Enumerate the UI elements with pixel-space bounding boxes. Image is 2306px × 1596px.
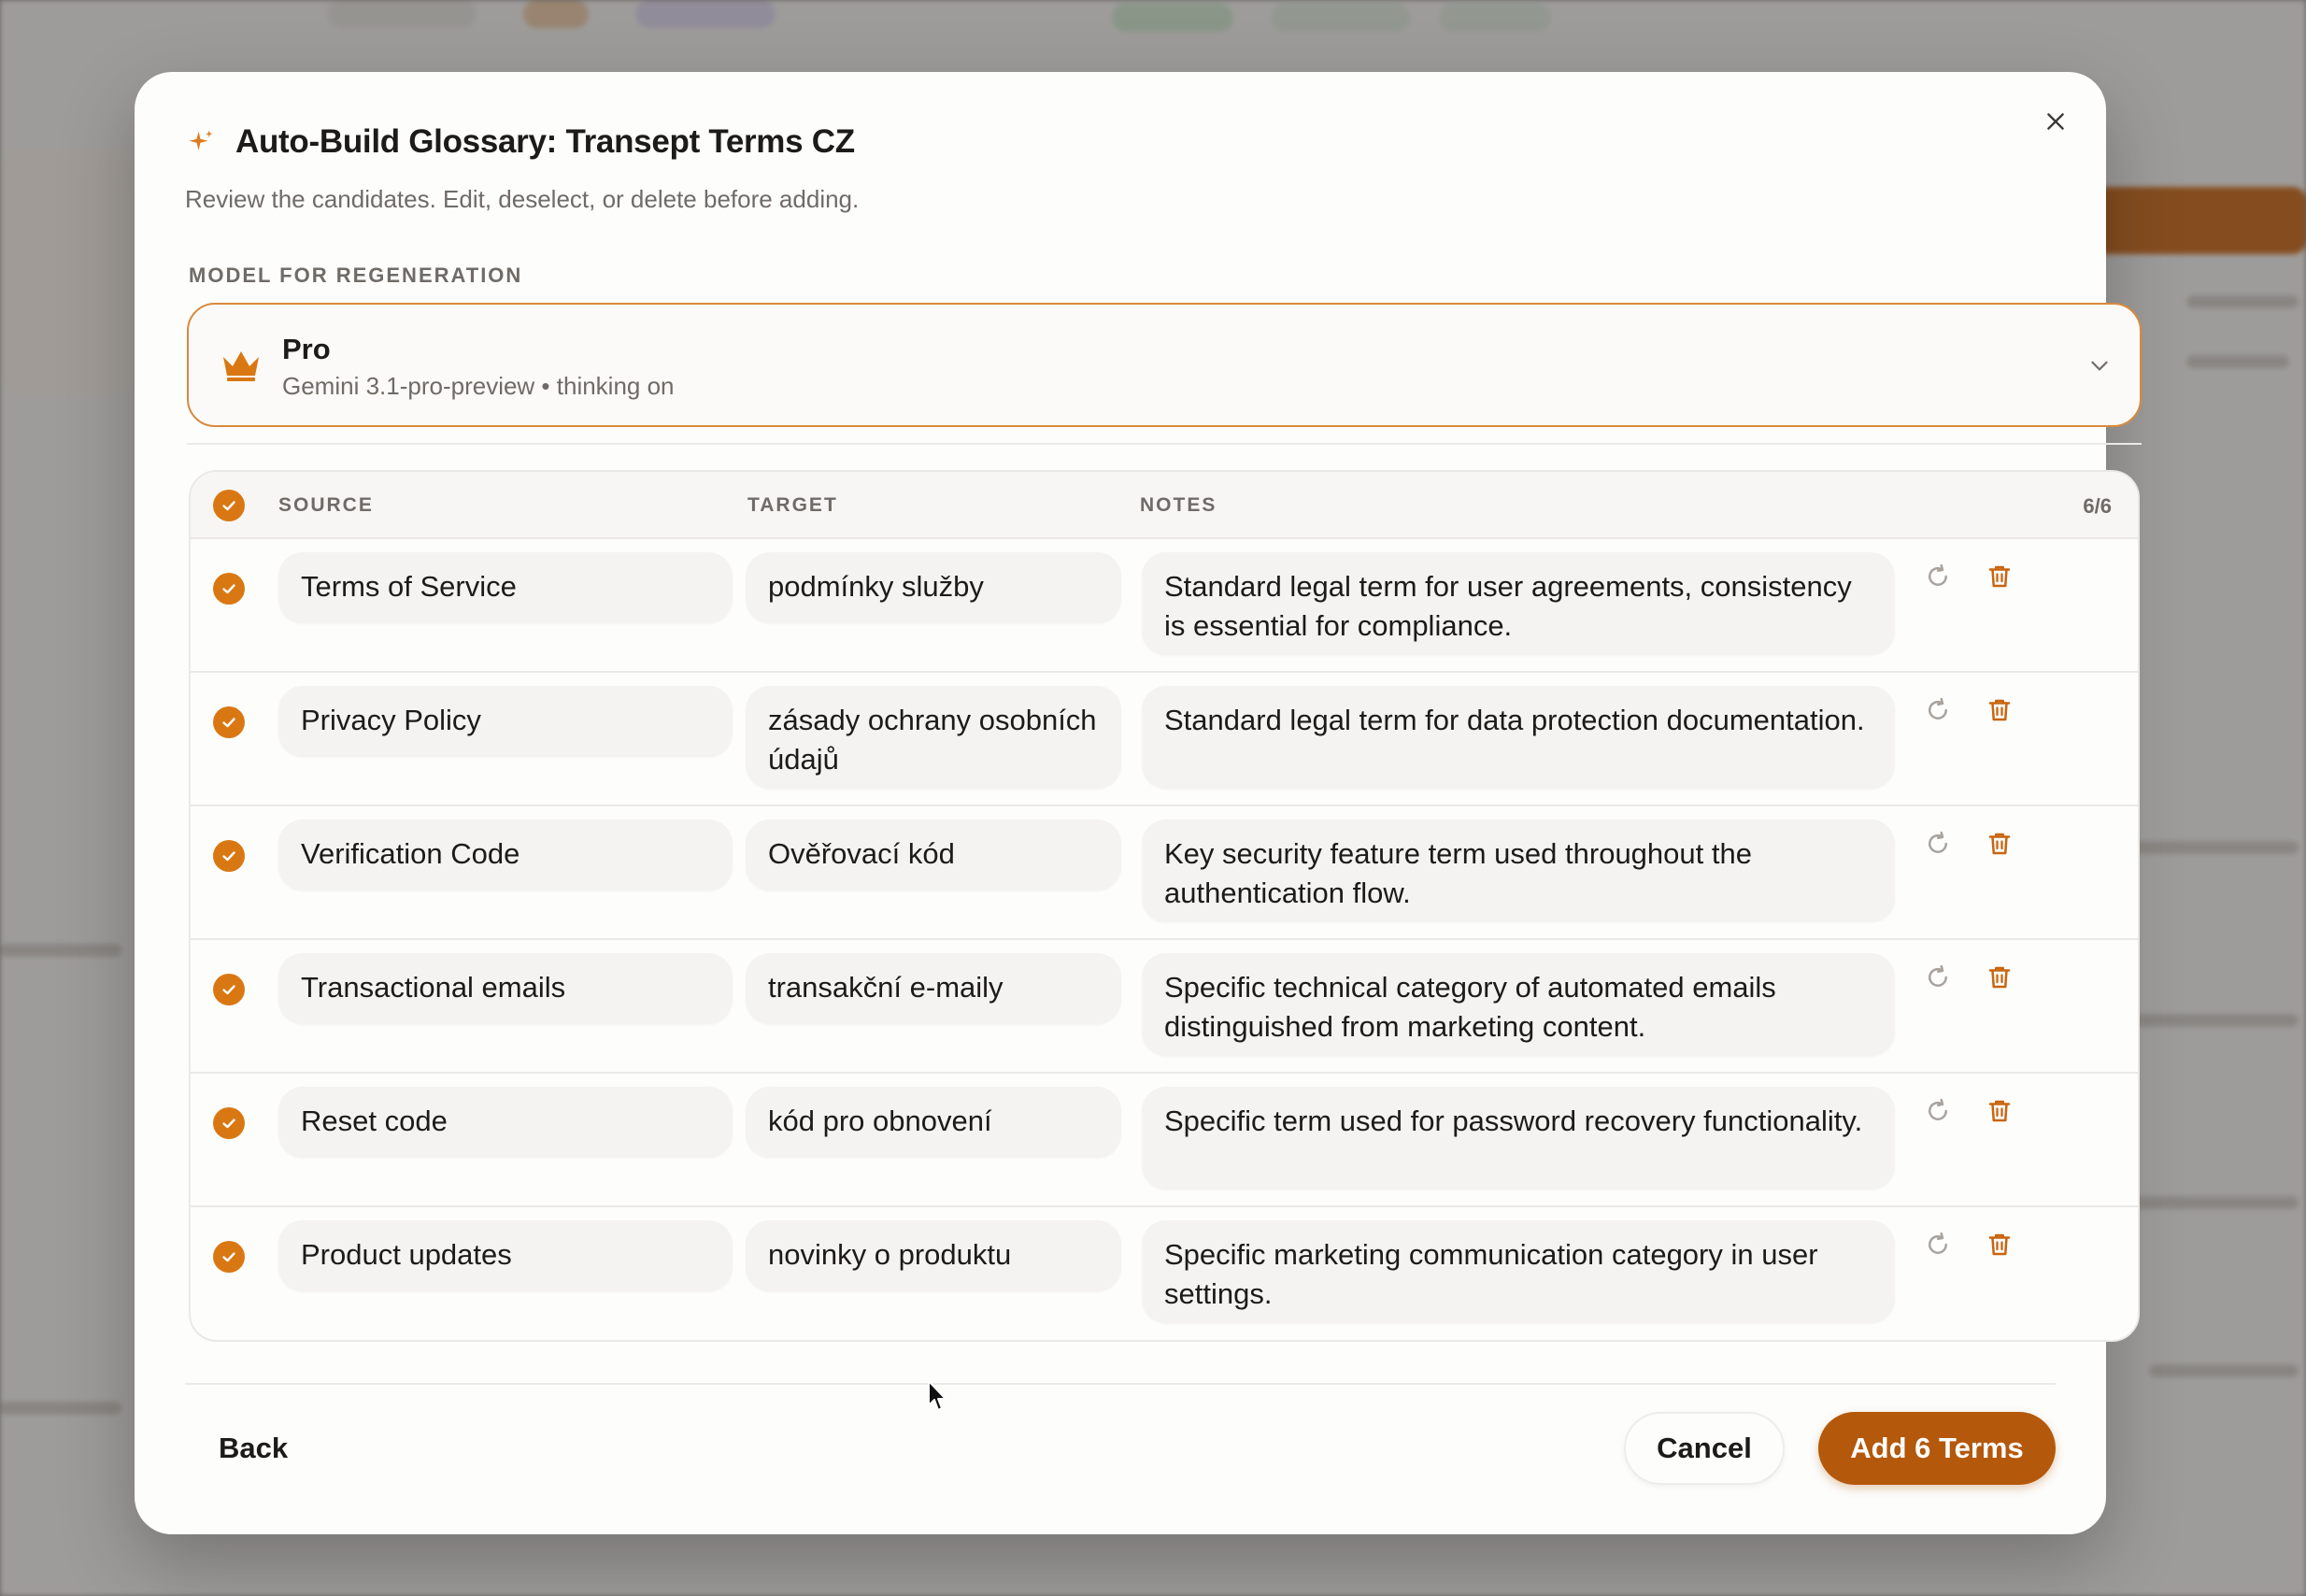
table-row bbox=[191, 673, 2138, 806]
divider bbox=[187, 443, 2142, 445]
source-field[interactable]: Transactional emails bbox=[278, 953, 733, 1024]
table-row bbox=[191, 940, 2138, 1074]
selected-count: 6/6 bbox=[2083, 494, 2112, 518]
notes-field[interactable]: Standard legal term for user agreements, consistency is essential for compliance. bbox=[1142, 552, 1895, 655]
check-icon bbox=[220, 579, 238, 598]
trash-icon bbox=[1986, 963, 2014, 991]
notes-field[interactable]: Key security feature term used throughout the authentication flow. bbox=[1142, 819, 1895, 922]
refresh-icon bbox=[1924, 563, 1952, 591]
crown-icon bbox=[221, 348, 262, 383]
regenerate-button[interactable] bbox=[1919, 558, 1957, 595]
close-icon bbox=[2043, 109, 2068, 134]
trash-icon bbox=[1986, 563, 2014, 591]
notes-field[interactable]: Standard legal term for data protection documentation. bbox=[1142, 686, 1895, 789]
refresh-icon bbox=[1924, 963, 1952, 991]
dialog-header bbox=[187, 123, 855, 161]
trash-icon bbox=[1986, 1097, 2014, 1125]
source-field[interactable]: Terms of Service bbox=[278, 552, 733, 623]
add-terms-button[interactable]: Add 6 Terms bbox=[1818, 1412, 2056, 1485]
refresh-icon bbox=[1924, 830, 1952, 858]
target-field[interactable]: kód pro obnovení bbox=[746, 1087, 1121, 1158]
row-checkbox[interactable] bbox=[213, 706, 245, 738]
row-checkbox[interactable] bbox=[213, 573, 245, 605]
regenerate-button[interactable] bbox=[1919, 1226, 1957, 1263]
refresh-icon bbox=[1924, 696, 1952, 724]
regenerate-button[interactable] bbox=[1919, 691, 1957, 729]
cancel-button[interactable]: Cancel bbox=[1624, 1412, 1785, 1485]
model-name: Pro bbox=[282, 333, 331, 365]
trash-icon bbox=[1986, 696, 2014, 724]
delete-button[interactable] bbox=[1981, 959, 2018, 996]
delete-button[interactable] bbox=[1981, 825, 2018, 862]
delete-button[interactable] bbox=[1981, 1092, 2018, 1130]
check-icon bbox=[220, 1247, 238, 1266]
select-all-checkbox[interactable] bbox=[213, 490, 245, 521]
check-icon bbox=[220, 847, 238, 865]
target-field[interactable]: podmínky služby bbox=[746, 552, 1121, 623]
row-checkbox[interactable] bbox=[213, 974, 245, 1005]
trash-icon bbox=[1986, 830, 2014, 858]
close-button[interactable] bbox=[2028, 103, 2084, 140]
sparkle-icon bbox=[187, 128, 215, 156]
model-label: MODEL FOR REGENERATION bbox=[189, 264, 523, 287]
notes-field[interactable]: Specific term used for password recovery functionality. bbox=[1142, 1087, 1895, 1190]
source-field[interactable]: Product updates bbox=[278, 1220, 733, 1291]
row-checkbox[interactable] bbox=[213, 840, 245, 872]
table-row bbox=[191, 806, 2138, 940]
target-field[interactable]: novinky o produktu bbox=[746, 1220, 1121, 1291]
divider bbox=[185, 1383, 2056, 1385]
dialog-subtitle: Review the candidates. Edit, deselect, or delete before adding. bbox=[185, 185, 860, 213]
header-notes: NOTES bbox=[1140, 494, 1217, 516]
dialog-title: Auto-Build Glossary: Transept Terms CZ bbox=[235, 123, 855, 160]
notes-field[interactable]: Specific technical category of automated emails distinguished from marketing content. bbox=[1142, 953, 1895, 1056]
regenerate-button[interactable] bbox=[1919, 959, 1957, 996]
source-field[interactable]: Verification Code bbox=[278, 819, 733, 891]
refresh-icon bbox=[1924, 1097, 1952, 1125]
regenerate-button[interactable] bbox=[1919, 825, 1957, 862]
chevron-down-icon bbox=[2087, 353, 2112, 378]
regenerate-button[interactable] bbox=[1919, 1092, 1957, 1130]
target-field[interactable]: zásady ochrany osobních údajů bbox=[746, 686, 1121, 789]
mouse-cursor-icon bbox=[927, 1379, 949, 1413]
target-field[interactable]: transakční e-maily bbox=[746, 953, 1121, 1024]
delete-button[interactable] bbox=[1981, 1226, 2018, 1263]
table-row bbox=[191, 1074, 2138, 1207]
check-icon bbox=[220, 980, 238, 999]
refresh-icon bbox=[1924, 1231, 1952, 1259]
delete-button[interactable] bbox=[1981, 558, 2018, 595]
candidates-table bbox=[189, 470, 2140, 1342]
model-description: Gemini 3.1-pro-preview • thinking on bbox=[282, 372, 675, 400]
table-row bbox=[191, 539, 2138, 673]
trash-icon bbox=[1986, 1231, 2014, 1259]
table-header bbox=[191, 472, 2138, 539]
back-button[interactable]: Back bbox=[219, 1432, 289, 1464]
check-icon bbox=[220, 1114, 238, 1133]
source-field[interactable]: Privacy Policy bbox=[278, 686, 733, 757]
header-target: TARGET bbox=[747, 494, 838, 516]
delete-button[interactable] bbox=[1981, 691, 2018, 729]
model-select[interactable] bbox=[187, 303, 2142, 427]
target-field[interactable]: Ověřovací kód bbox=[746, 819, 1121, 891]
header-source: SOURCE bbox=[278, 494, 374, 516]
table-row bbox=[191, 1207, 2138, 1341]
row-checkbox[interactable] bbox=[213, 1107, 245, 1139]
check-icon bbox=[220, 496, 238, 515]
notes-field[interactable]: Specific marketing communication category in user settings. bbox=[1142, 1220, 1895, 1323]
source-field[interactable]: Reset code bbox=[278, 1087, 733, 1158]
check-icon bbox=[220, 713, 238, 732]
row-checkbox[interactable] bbox=[213, 1241, 245, 1273]
